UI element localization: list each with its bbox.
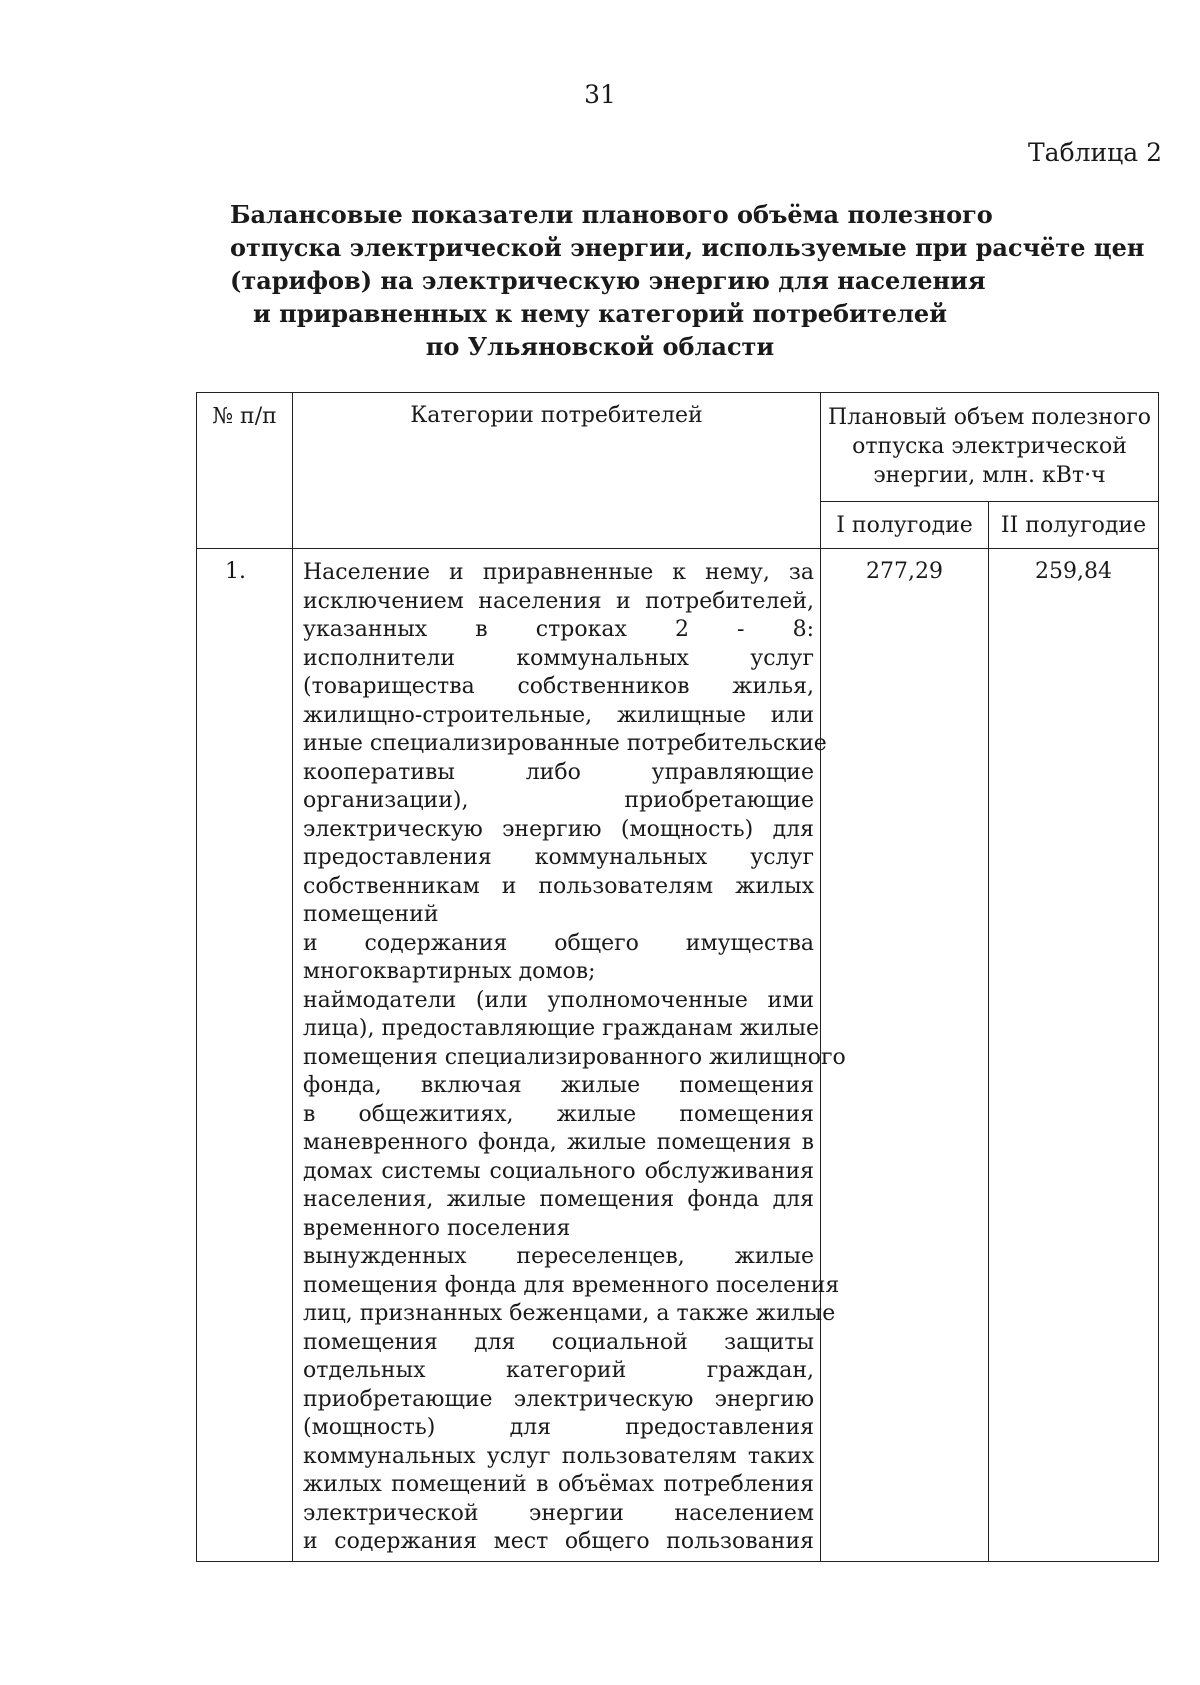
category-line: коммунальных услуг пользователям таких [303,1443,814,1469]
category-line: (товарищества собственников жилья, [303,674,814,699]
category-line: фонда, включая жилые помещения [303,1073,814,1098]
row-number: 1. [197,549,293,1562]
category-line: исключением населения и потребителей, [303,588,814,614]
category-line: исполнители коммунальных услуг [303,645,814,671]
category-line: и содержания мест общего пользования [303,1529,814,1554]
category-line: электрической энергии населением [303,1500,814,1526]
header-num: № п/п [197,393,293,549]
category-line: наймодатели (или уполномоченные ими [303,987,814,1013]
category-line: Население и приравненные к нему, за [303,560,814,585]
category-line: помещения для социальной защиты [303,1329,814,1355]
category-line: лиц, признанных беженцами, а также жилые [303,1301,836,1326]
table-label: Таблица 2 [1027,138,1162,167]
category-line: временного поселения [303,1215,571,1241]
category-line: жилых помещений в объёмах потребления [303,1472,814,1497]
title-line: Балансовые показатели планового объёма полезного [230,200,993,229]
header-category: Категории потребителей [293,393,821,549]
category-line: в общежитиях, жилые помещения [303,1101,814,1127]
table-header-row [197,393,1159,502]
header-half-1: I полугодие [821,502,989,549]
category-line: собственникам и пользователям жилых [303,873,814,899]
row-value-half-1: 277,29 [821,549,989,1562]
page-number: 31 [584,80,616,109]
row-value-half-2: 259,84 [989,549,1159,1562]
category-line: отдельных категорий граждан, [303,1358,814,1383]
title-line: и приравненных к нему категорий потребителей [252,299,947,328]
title-line: по Ульяновской области [425,332,775,361]
header-volume: Плановый объем полезного отпуска электрической энергии, млн. кВт·ч [821,393,1159,502]
category-line: (мощность) для предоставления [303,1415,814,1440]
category-line: приобретающие электрическую энергию [303,1386,814,1412]
category-line: указанных в строках 2 - 8: [303,617,814,642]
category-line: помещения фонда для временного поселения [303,1272,840,1298]
category-line: кооперативы либо управляющие [303,759,814,785]
category-line: предоставления коммунальных услуг [303,845,814,870]
category-line: помещения специализированного жилищного [303,1044,846,1070]
row-category-text [293,549,846,1562]
category-line: многоквартирных домов; [303,959,596,984]
category-line: помещений [303,902,439,927]
balance-table [196,392,1159,1562]
category-line: домах системы социального обслуживания [303,1158,814,1184]
category-line: маневренного фонда, жилые помещения в [303,1130,814,1155]
category-line: жилищно-строительные, жилищные или [303,702,814,728]
category-line: вынужденных переселенцев, жилые [303,1244,814,1269]
table-row [197,549,1159,1562]
document-title [230,198,1145,363]
title-line: (тарифов) на электрическую энергию для населения [230,266,986,295]
category-line: электрическую энергию (мощность) для [303,816,814,842]
category-line: населения, жилые помещения фонда для [303,1187,814,1212]
category-line: лица), предоставляющие гражданам жилые [303,1016,820,1041]
category-line: и содержания общего имущества [303,930,814,956]
title-line: отпуска электрической энергии, используемые при расчёте цен [230,233,1145,262]
category-line: иные специализированные потребительские [303,731,827,756]
category-line: организации), приобретающие [303,788,814,813]
header-half-2: II полугодие [989,502,1159,549]
